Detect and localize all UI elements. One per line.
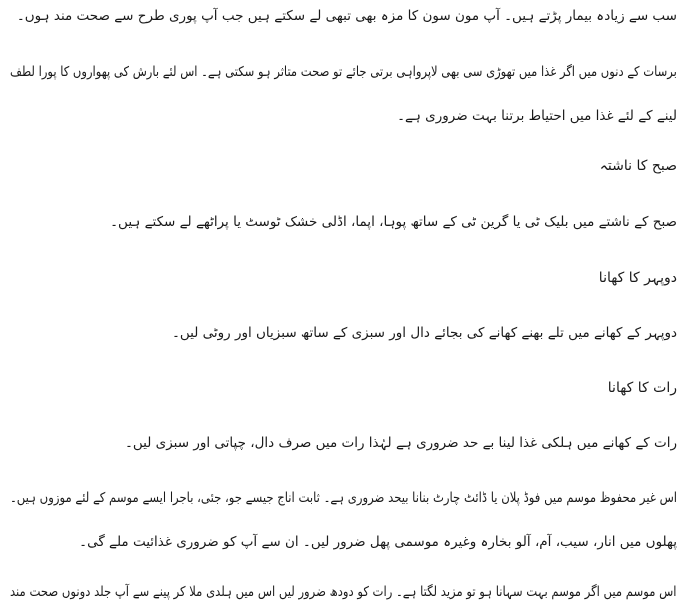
paragraph-dinner: رات کے کھانے میں ہلکی غذا لینا بے حد ضروری ہے لہٰذا رات میں صرف دال، چپاتی اور سبزی لیں۔ — [124, 435, 677, 451]
heading-breakfast: صبح کا ناشتہ — [599, 158, 677, 174]
paragraph-rainy-line-2: لینے کے لئے غذا میں احتیاط برتنا بہت ضروری ہے۔ — [397, 108, 677, 124]
paragraph-lunch: دوپہر کے کھانے میں تلے بھنے کھانے کی بجائے دال اور سبزی کے ساتھ سبزیاں اور روٹی لیں۔ — [171, 325, 677, 341]
paragraph-unsafe-line-2: پھلوں میں انار، سیب، آم، آلو بخارہ وغیرہ موسمی پھل ضرور لیں۔ ان سے آپ کو ضروری غذائیت ملے گی۔ — [79, 534, 677, 550]
paragraph-intro-line-1: سب سے زیادہ بیمار پڑتے ہیں۔ آپ مون سون کا مزہ بھی تبھی لے سکتے ہیں جب آپ پوری طرح سے صحت مند ہوں۔ — [16, 8, 677, 24]
paragraph-unsafe-line-1: اس غیر محفوظ موسم میں فوڈ پلان یا ڈائٹ چارٹ بنانا بیحد ضروری ہے۔ ثابت اناج جیسے جو، جئی، باجرا ایسے موسم کے لئے موزوں ہیں۔ — [9, 490, 677, 506]
heading-dinner: رات کا کھانا — [607, 380, 677, 396]
paragraph-last-line-1: اس موسم میں اگر موسم بہت سہانا ہو تو مزید لگتا ہے۔ رات کو دودھ ضرور لیں اس میں ہلدی ملا کر پینے سے آپ جلد دونوں صحت مند — [10, 584, 677, 600]
paragraph-rainy-line-1: برسات کے دنوں میں اگر غذا میں تھوڑی سی بھی لاپرواہی برتی جائے تو صحت متاثر ہو سکتی ہے۔ اس لئے بارش کی پھواروں کا پورا لطف — [10, 64, 677, 80]
heading-lunch: دوپہر کا کھانا — [598, 270, 677, 286]
paragraph-breakfast: صبح کے ناشتے میں بلیک ٹی یا گرین ٹی کے ساتھ پوہا، اپما، اڈلی خشک ٹوسٹ یا پراٹھے لے سکتے ہیں۔ — [110, 214, 677, 230]
